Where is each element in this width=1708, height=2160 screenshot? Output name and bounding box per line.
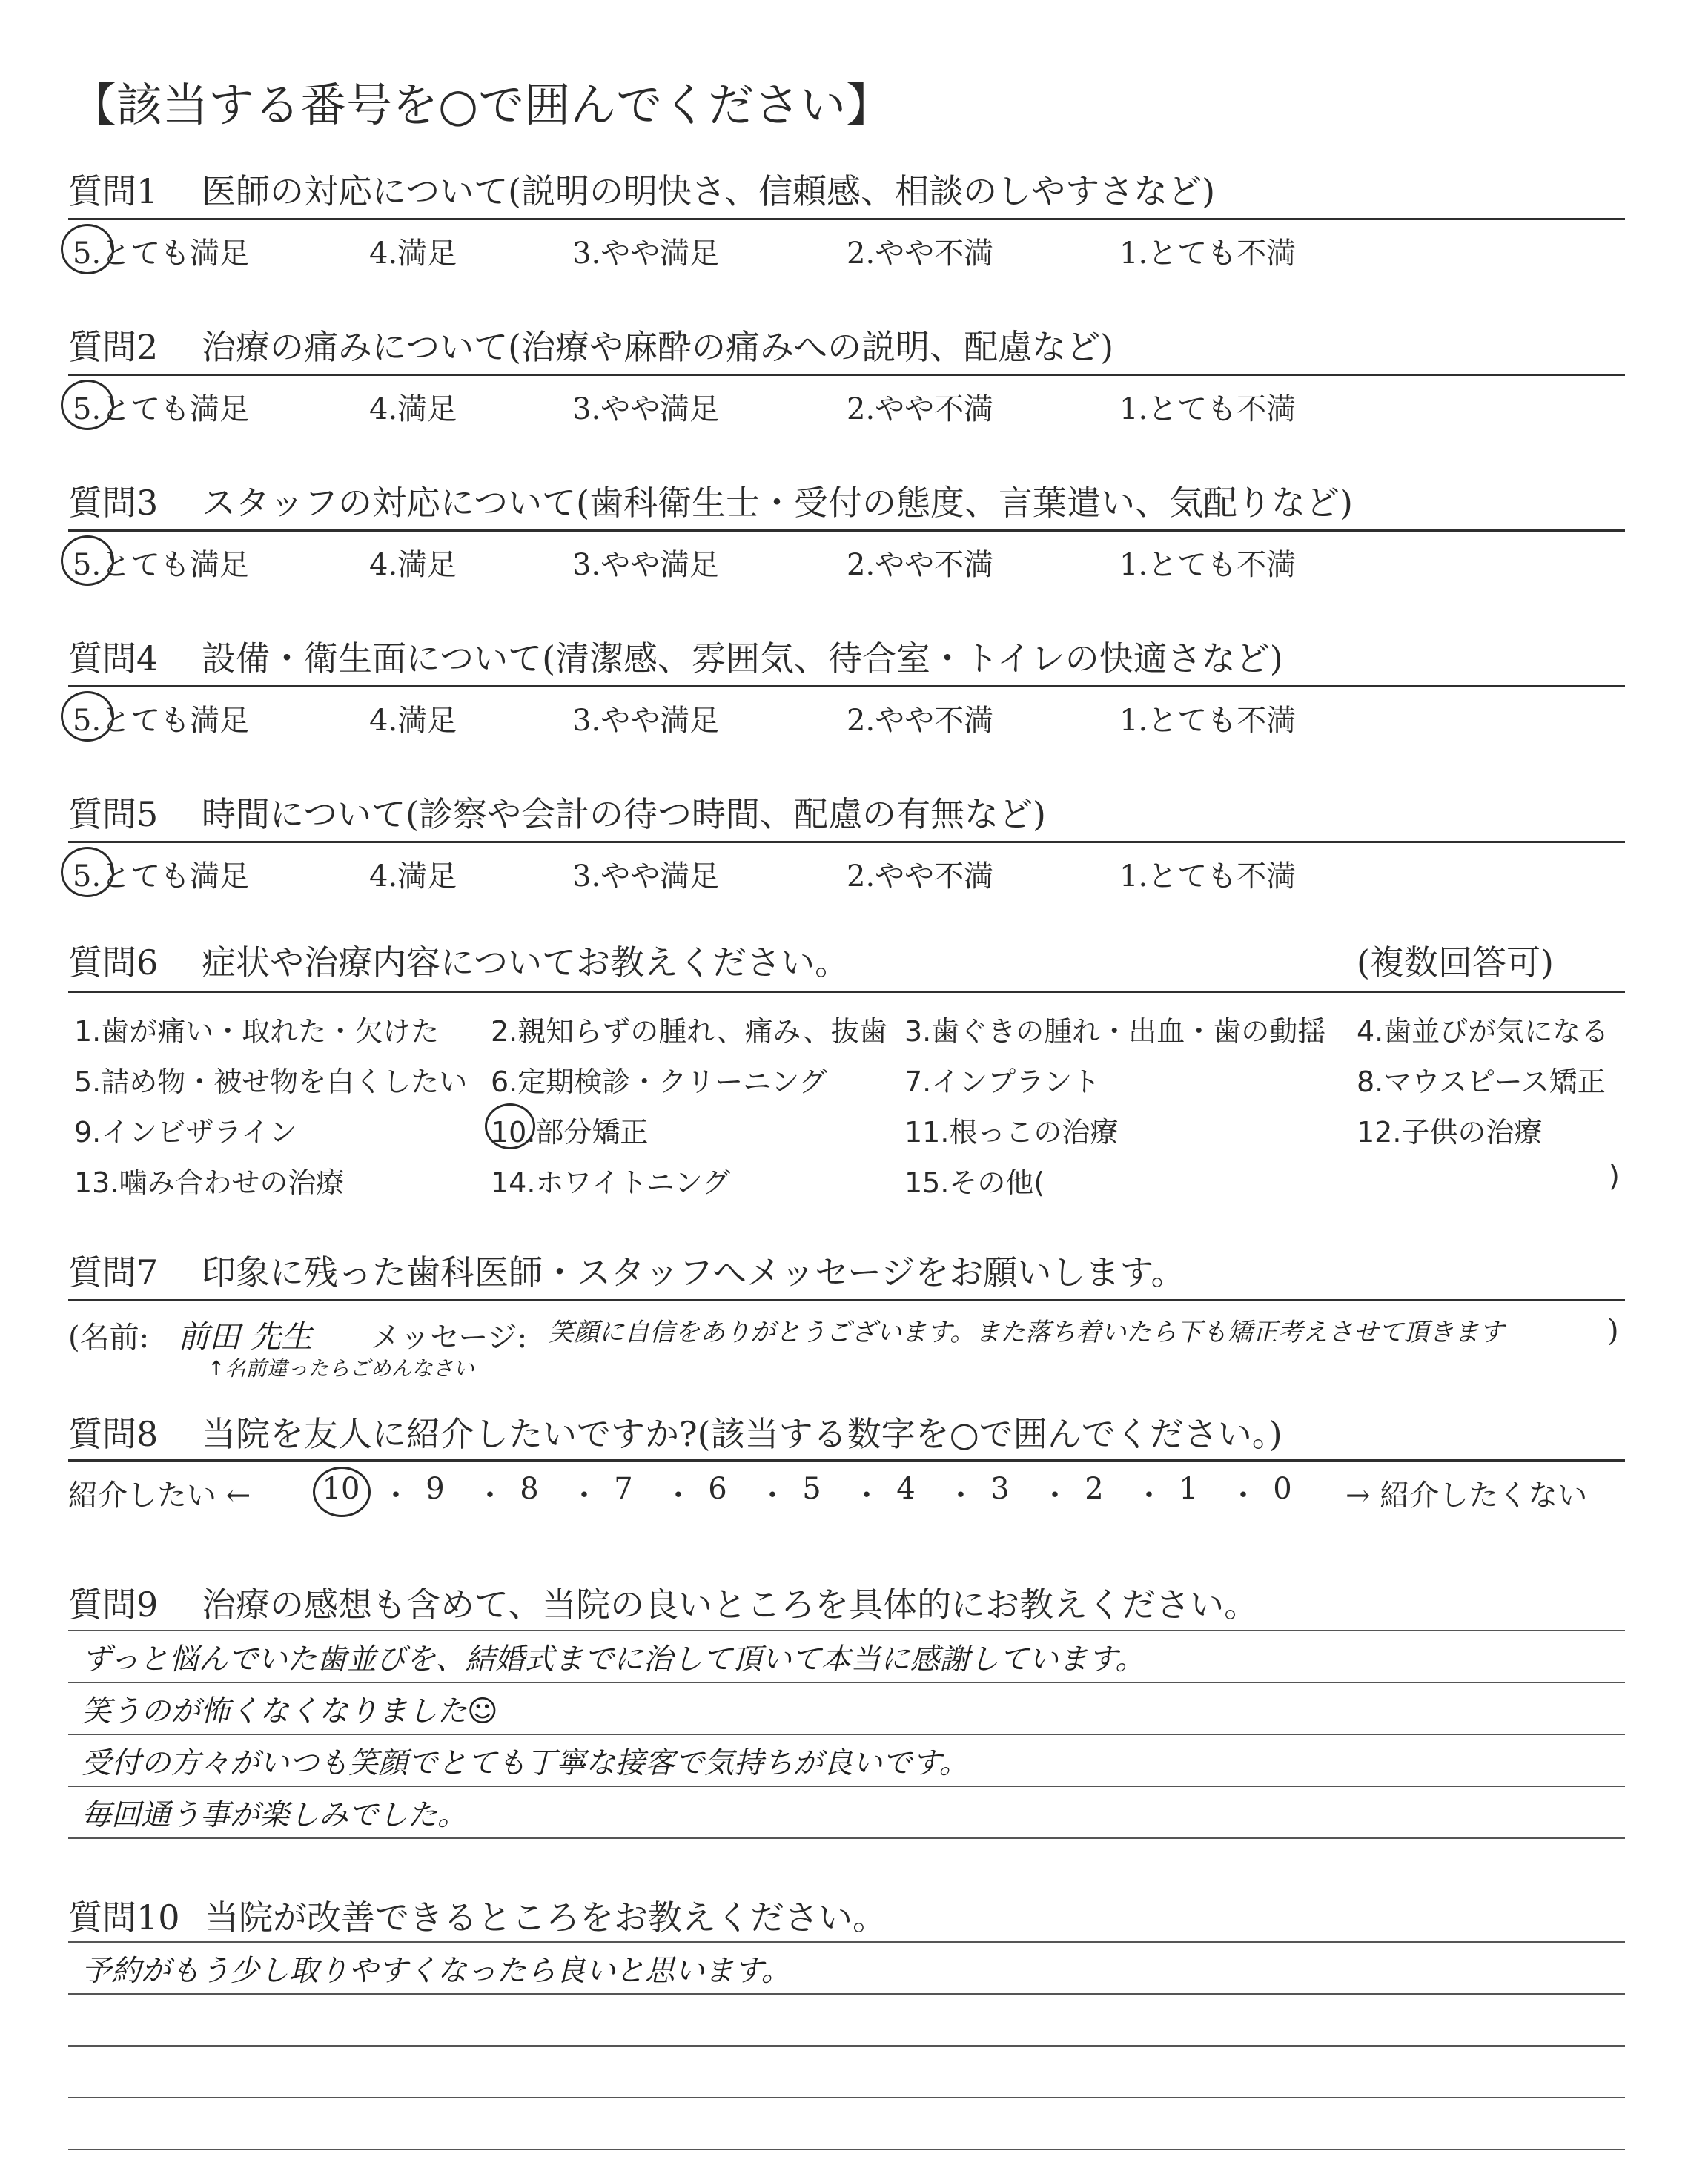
question-number: 質問4: [68, 638, 159, 678]
question-number: 質問1: [68, 171, 159, 211]
q8-number: 質問8: [68, 1414, 159, 1454]
q9-answer-line: 受付の方々がいつも笑顔でとても丁寧な接客で気持ちが良いです。: [82, 1746, 969, 1780]
q9-answer-line: 毎回通う事が楽しみでした。: [82, 1798, 467, 1832]
q6-option: 10.部分矯正: [491, 1116, 649, 1149]
q10-rule: [68, 1993, 1625, 1995]
question-rule: [68, 374, 1625, 376]
q6-option: 5.詰め物・被せ物を白くしたい: [74, 1066, 468, 1098]
q7-rule: [68, 1299, 1625, 1301]
q8-scale-dot: ・: [946, 1479, 976, 1513]
q6-option: 6.定期検診・クリーニング: [491, 1066, 827, 1098]
page-title: 【該当する番号を○で囲んでください】: [70, 78, 893, 132]
q8-scale-number: 0: [1273, 1472, 1292, 1506]
q8-rule: [68, 1459, 1625, 1462]
rating-option: 5.とても満足: [73, 392, 250, 426]
rating-option: 2.やや不満: [847, 237, 994, 271]
q8-scale-number: 10: [322, 1472, 360, 1506]
rating-option: 1.とても不満: [1119, 704, 1297, 738]
q8-left-label: 紹介したい ←: [68, 1479, 251, 1513]
q7-name-value: 前田 先生: [178, 1318, 313, 1355]
rating-option: 3.やや満足: [572, 237, 720, 271]
q8-text: 当院を友人に紹介したいですか?(該当する数字を○で囲んでください。): [202, 1414, 1282, 1454]
rating-option: 5.とても満足: [73, 548, 250, 582]
q8-scale-number: 9: [426, 1472, 445, 1506]
q6-option: 1.歯が痛い・取れた・欠けた: [74, 1015, 440, 1048]
q10-text: 当院が改善できるところをお教えください。: [205, 1898, 887, 1938]
q9-rule: [68, 1682, 1625, 1683]
q6-rule: [68, 991, 1625, 993]
q6-text: 症状や治療内容についてお教えください。: [202, 942, 850, 982]
rating-option: 1.とても不満: [1119, 548, 1297, 582]
q8-scale-dot: ・: [569, 1479, 599, 1513]
q8-scale-number: 5: [802, 1472, 821, 1506]
q8-scale-number: 7: [614, 1472, 633, 1506]
q6-option: ): [1609, 1160, 1620, 1192]
q7-name-label: (名前:: [68, 1321, 150, 1355]
rating-option: 5.とても満足: [73, 859, 250, 894]
q7-number: 質問7: [68, 1252, 159, 1292]
q6-option: 11.根っこの治療: [904, 1116, 1119, 1149]
q10-rule: [68, 2097, 1625, 2098]
q6-option: 13.噛み合わせの治療: [74, 1166, 345, 1199]
question-number: 質問3: [68, 483, 159, 523]
q8-scale-number: 1: [1179, 1472, 1198, 1506]
selected-circle: [61, 535, 114, 586]
q6-number: 質問6: [68, 942, 159, 982]
q8-scale-dot: ・: [475, 1479, 505, 1513]
q8-scale-dot: ・: [1228, 1479, 1258, 1513]
q10-rule: [68, 1941, 1625, 1943]
rating-option: 5.とても満足: [73, 237, 250, 271]
q8-scale-number: 2: [1085, 1472, 1104, 1506]
q9-number: 質問9: [68, 1585, 159, 1625]
question-rule: [68, 841, 1625, 843]
q7-text: 印象に残った歯科医師・スタッフへメッセージをお願いします。: [202, 1252, 1185, 1292]
q6-option: 9.インビザライン: [74, 1116, 298, 1149]
q9-text: 治療の感想も含めて、当院の良いところを具体的にお教えください。: [202, 1585, 1259, 1625]
rating-option: 2.やや不満: [847, 859, 994, 894]
question-number: 質問2: [68, 327, 159, 367]
selected-circle: [61, 847, 114, 897]
q8-scale-dot: ・: [381, 1479, 411, 1513]
q6-option: 7.インプラント: [904, 1066, 1101, 1098]
question-text: 治療の痛みについて(治療や麻酔の痛みへの説明、配慮など): [202, 327, 1114, 367]
q6-option: 8.マウスピース矯正: [1357, 1066, 1606, 1098]
q9-rule: [68, 1630, 1625, 1631]
question-text: 医師の対応について(説明の明快さ、信頼感、相談のしやすさなど): [202, 171, 1216, 211]
selected-circle: [61, 224, 114, 274]
rating-option: 1.とても不満: [1119, 237, 1297, 271]
question-rule: [68, 529, 1625, 532]
q8-scale-dot: ・: [1040, 1479, 1070, 1513]
q6-option: 2.親知らずの腫れ、痛み、抜歯: [491, 1015, 887, 1048]
q7-note: ↑名前違ったらごめんなさい: [208, 1356, 474, 1381]
rating-option: 2.やや不満: [847, 548, 994, 582]
rating-option: 4.満足: [369, 548, 457, 582]
q8-scale-number: 8: [520, 1472, 539, 1506]
question-text: スタッフの対応について(歯科衛生士・受付の態度、言葉遣い、気配りなど): [202, 483, 1353, 523]
q10-answer-line: 予約がもう少し取りやすくなったら良いと思います。: [82, 1954, 791, 1988]
rating-option: 4.満足: [369, 392, 457, 426]
question-text: 時間について(診察や会計の待つ時間、配慮の有無など): [202, 794, 1046, 834]
q8-right-label: → 紹介したくない: [1345, 1479, 1588, 1513]
rating-option: 3.やや満足: [572, 704, 720, 738]
q9-rule: [68, 1786, 1625, 1787]
q6-option: 4.歯並びが気になる: [1357, 1015, 1609, 1048]
q8-scale-dot: ・: [758, 1479, 787, 1513]
rating-option: 1.とても不満: [1119, 392, 1297, 426]
question-text: 設備・衛生面について(清潔感、雰囲気、待合室・トイレの快適さなど): [202, 638, 1283, 678]
rating-option: 2.やや不満: [847, 392, 994, 426]
q10-number: 質問10: [68, 1898, 180, 1938]
q8-scale-dot: ・: [663, 1479, 693, 1513]
q6-option: 15.その他(: [904, 1166, 1045, 1199]
q8-scale-number: 4: [896, 1472, 916, 1506]
q6-note: (複数回答可): [1357, 942, 1554, 982]
q7-message-label: メッセージ:: [371, 1321, 528, 1355]
rating-option: 1.とても不満: [1119, 859, 1297, 894]
q8-scale-dot: ・: [1134, 1479, 1164, 1513]
q10-rule: [68, 2045, 1625, 2047]
q9-answer-line: ずっと悩んでいた歯並びを、結婚式までに治して頂いて本当に感謝しています。: [82, 1642, 1145, 1677]
rating-option: 3.やや満足: [572, 548, 720, 582]
rating-option: 4.満足: [369, 859, 457, 894]
q9-rule: [68, 1734, 1625, 1735]
question-rule: [68, 218, 1625, 220]
q9-answer-line: 笑うのが怖くなくなりました☺: [82, 1694, 498, 1728]
q8-scale-dot: ・: [852, 1479, 881, 1513]
q7-close-paren: ): [1607, 1314, 1619, 1348]
q6-option: 12.子供の治療: [1357, 1116, 1543, 1149]
question-number: 質問5: [68, 794, 159, 834]
q6-option: 14.ホワイトニング: [491, 1166, 731, 1199]
rating-option: 4.満足: [369, 704, 457, 738]
selected-circle: [61, 380, 114, 430]
rating-option: 2.やや不満: [847, 704, 994, 738]
rating-option: 5.とても満足: [73, 704, 250, 738]
q6-selected-circle: [485, 1103, 535, 1149]
rating-option: 3.やや満足: [572, 392, 720, 426]
rating-option: 4.満足: [369, 237, 457, 271]
q6-option: 3.歯ぐきの腫れ・出血・歯の動揺: [904, 1015, 1326, 1048]
q8-selected-circle: [313, 1467, 371, 1517]
question-rule: [68, 685, 1625, 687]
q8-scale-number: 3: [990, 1472, 1010, 1506]
q7-message-value: 笑顔に自信をありがとうございます。また落ち着いたら下も矯正考えさせて頂きます: [549, 1318, 1505, 1347]
selected-circle: [61, 691, 114, 742]
q10-rule: [68, 2149, 1625, 2150]
q8-scale-number: 6: [708, 1472, 727, 1506]
q9-rule: [68, 1837, 1625, 1839]
rating-option: 3.やや満足: [572, 859, 720, 894]
